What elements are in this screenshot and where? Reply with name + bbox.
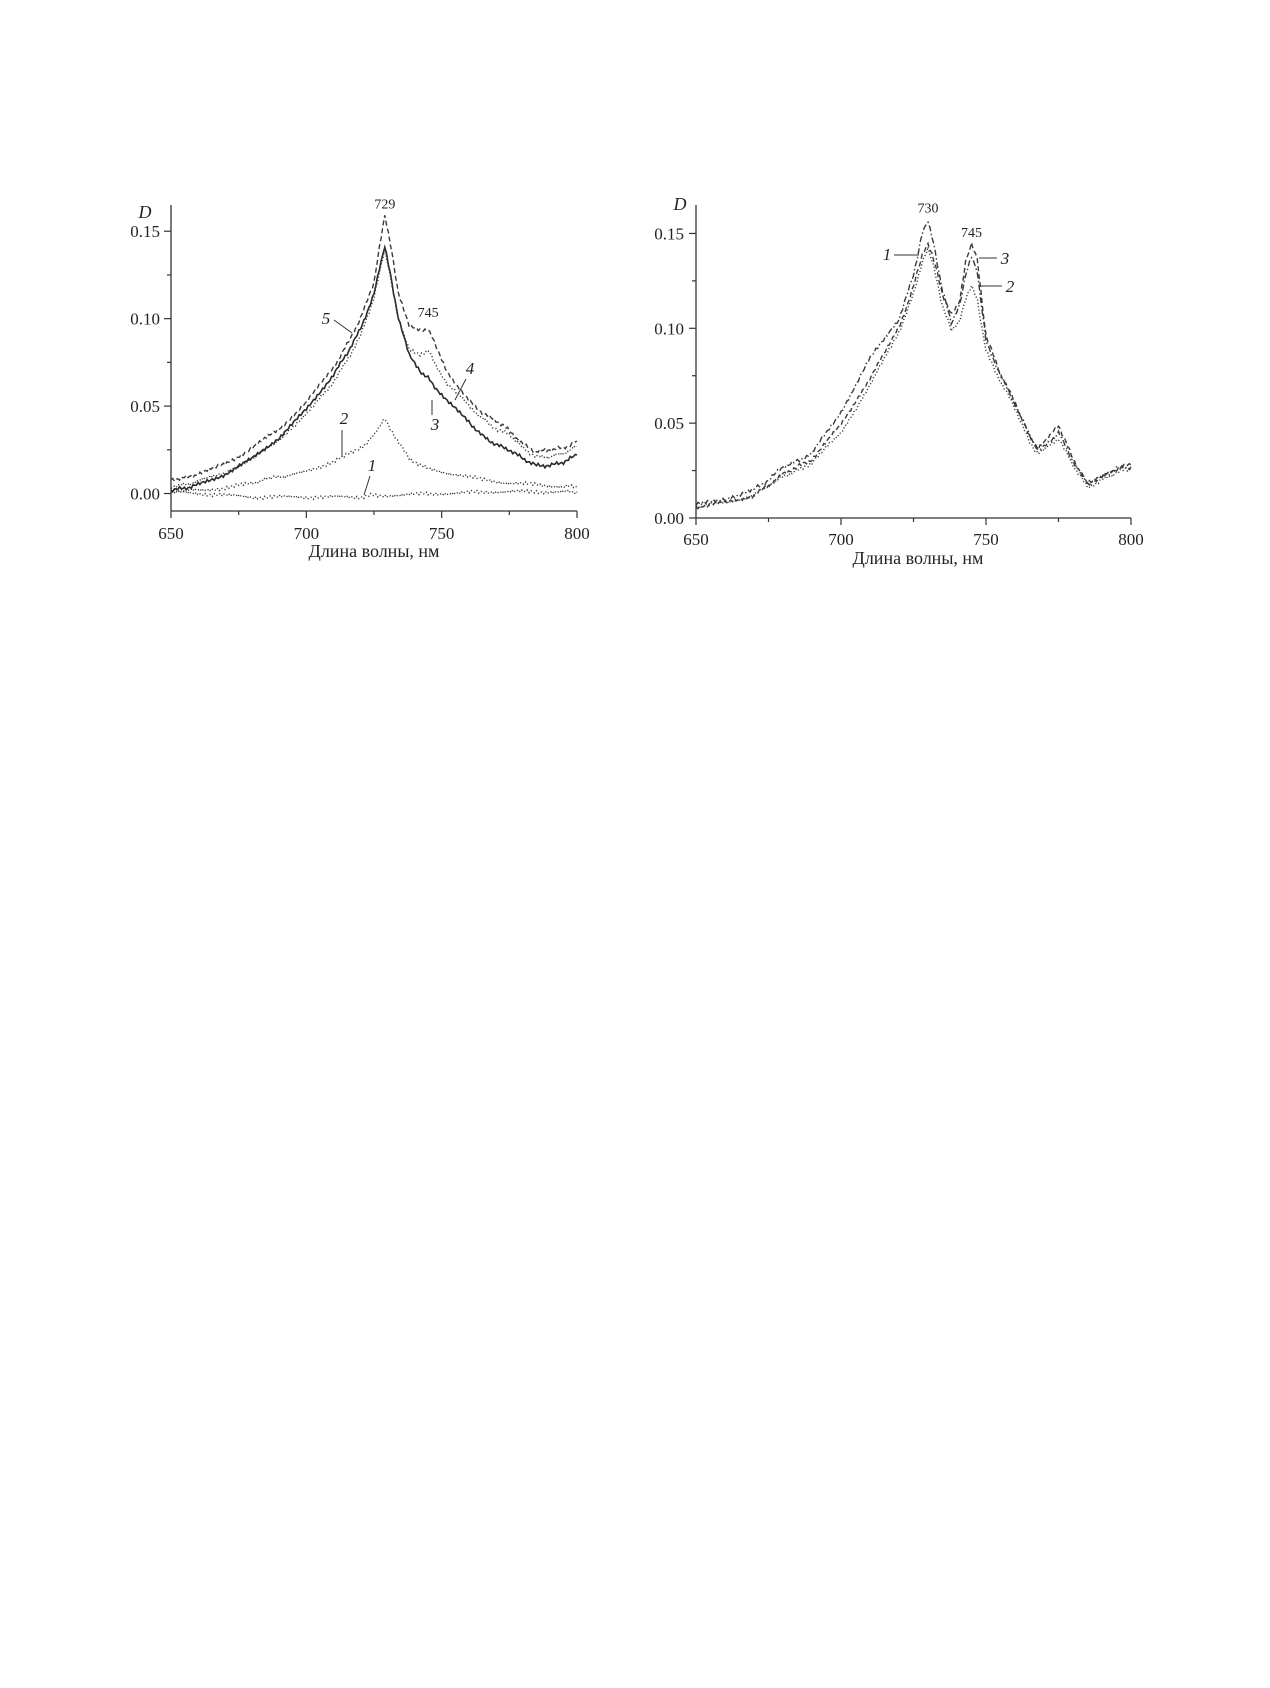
series-line-1: [171, 490, 577, 500]
x-axis-label: Длина волны, нм: [852, 548, 984, 568]
leader-4: [455, 379, 466, 400]
y-tick-label: 0.10: [654, 319, 684, 339]
series-label-3: 3: [1000, 249, 1010, 268]
peak-annotation: 745: [417, 305, 439, 321]
y-tick-label: 0.00: [654, 509, 684, 528]
x-tick-label: 800: [564, 524, 590, 543]
y-tick-label: 0.15: [130, 222, 160, 242]
series-label-1: 1: [882, 245, 892, 264]
series-label-1: 1: [367, 456, 377, 475]
x-tick-label: 700: [293, 524, 320, 543]
x-tick-label: 750: [973, 530, 999, 549]
series-label-5: 5: [321, 309, 331, 328]
x-tick-label: 700: [828, 530, 854, 549]
leader-1: [364, 476, 370, 495]
x-tick-label: 800: [1118, 530, 1144, 549]
y-tick-label: 0.05: [130, 397, 160, 417]
y-tick-label: 0.00: [130, 484, 160, 504]
series-label-2: 2: [339, 409, 349, 428]
x-tick-label: 650: [158, 524, 184, 543]
chart-left: [130, 197, 590, 561]
x-tick-label: 650: [683, 530, 709, 549]
series-label-3: 3: [430, 415, 440, 434]
series-label-2: 2: [1005, 277, 1015, 296]
x-axis-label: Длина волны, нм: [308, 541, 440, 561]
series-line-3: [696, 243, 1131, 509]
series-group: [696, 222, 1131, 509]
ticks: [130, 222, 590, 543]
y-tick-label: 0.15: [654, 224, 684, 244]
y-tick-label: 0.05: [654, 414, 684, 434]
annotations: [918, 202, 983, 242]
peak-annotation: 745: [961, 226, 982, 242]
x-tick-label: 750: [428, 524, 455, 543]
ticks: [654, 224, 1144, 549]
y-tick-label: 0.10: [130, 309, 160, 329]
series-line-1: [696, 222, 1131, 506]
leader-5: [334, 320, 352, 333]
y-axis-label: D: [138, 202, 152, 222]
peak-annotation: 730: [917, 201, 939, 217]
y-axis-label: D: [673, 194, 687, 214]
peak-annotation: 729: [374, 197, 396, 213]
chart-right: [654, 194, 1144, 568]
series-label-4: 4: [465, 359, 475, 378]
